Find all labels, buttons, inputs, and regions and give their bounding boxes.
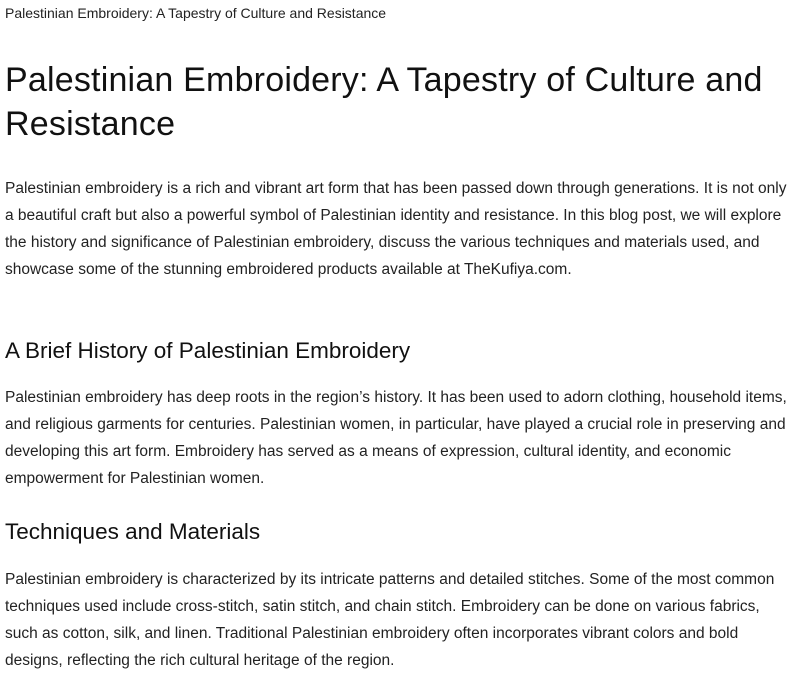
intro-paragraph: Palestinian embroidery is a rich and vibrant art form that has been passed down through generations. It is not only a beautiful craft but also a powerful symbol of Palestinian identity and resistance. In this blog post, we will explore the history and significance of Palestinian embroidery, discuss the various techniques and materials used, and showcase some of the stunning embroidered products available at TheKufiya.com. xyxy=(5,180,787,278)
section-body-history: Palestinian embroidery has deep roots in the region’s history. It has been used to adorn clothing, household items, and religious garments for centuries. Palestinian women, in particular, have played a crucial role in preserving and developing this art form. Embroidery has served as a means of expression, cultural identity, and economic empowerment for Palestinian women. xyxy=(5,389,787,487)
breadcrumb: Palestinian Embroidery: A Tapestry of Culture and Resistance xyxy=(5,5,387,21)
section-heading-techniques: Techniques and Materials xyxy=(5,519,261,544)
page-title: Palestinian Embroidery: A Tapestry of Culture and Resistance xyxy=(5,61,763,143)
section-body-techniques: Palestinian embroidery is characterized by its intricate patterns and detailed stitches. Some of the most common techniques used include cross-stitch, satin stitch, and chain stitch. Embroidery can be done on various fabrics, such as cotton, silk, and linen. Traditional Palestinian embroidery often incorporates vibrant colors and bold designs, reflecting the rich cultural heritage of the region. xyxy=(5,571,775,669)
section-heading-history: A Brief History of Palestinian Embroidery xyxy=(5,338,411,363)
